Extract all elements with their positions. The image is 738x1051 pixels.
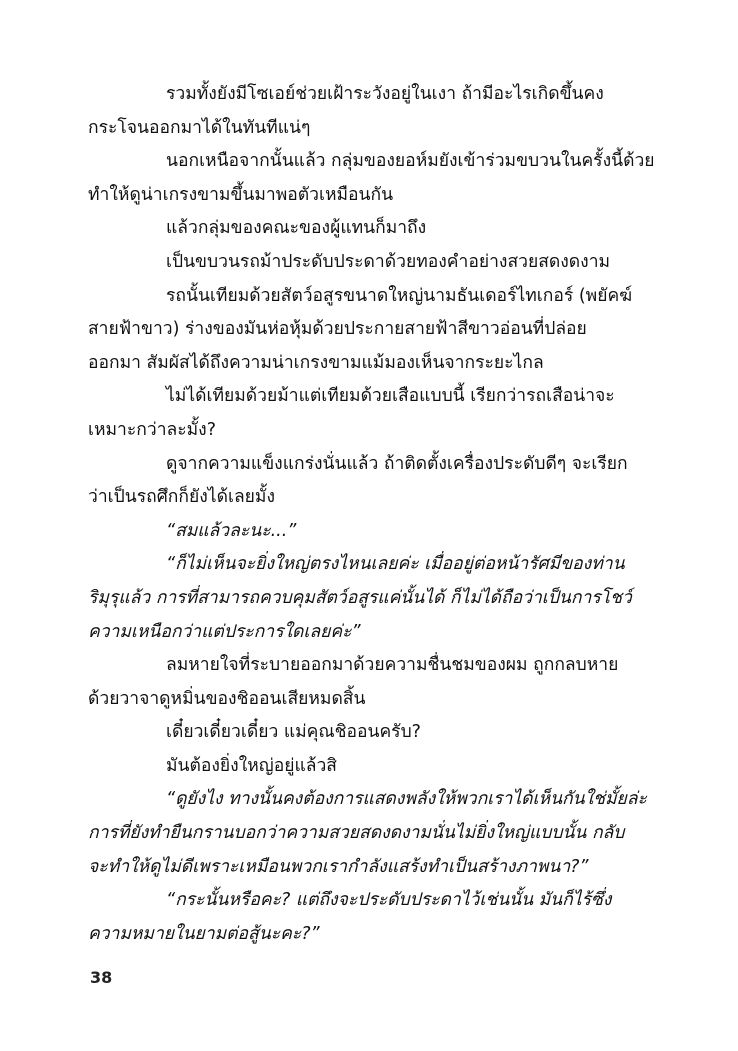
body-text xyxy=(88,78,654,951)
dialogue-line: จะทำให้ดูไม่ดีเพราะเหมือนพวกเรากำลังแสร้งทำเป็นสร้างภาพนา?” xyxy=(88,856,589,877)
text-line: เป็นขบวนรถม้าประดับประดาด้วยทองคำอย่างสวยสดงดงาม xyxy=(166,251,611,272)
text-line: แล้วกลุ่มของคณะของผู้แทนก็มาถึง xyxy=(166,218,427,239)
dialogue-line: “สมแล้วละนะ...” xyxy=(166,520,297,541)
text-line: ด้วยวาจาดูหมิ่นของชิออนเสียหมดสิ้น xyxy=(88,688,366,709)
dialogue-line: ความหมายในยามต่อสู้นะคะ?” xyxy=(88,923,320,944)
text-line: ออกมา สัมผัสได้ถึงความน่าเกรงขามแม้มองเห็นจากระยะไกล xyxy=(88,352,544,373)
text-line: ว่าเป็นรถศึกก็ยังได้เลยมั้ง xyxy=(88,487,276,508)
dialogue-line: “กระนั้นหรือคะ? แต่ถึงจะประดับประดาไว้เช่นนั้น มันก็ไร้ซึ่ง xyxy=(166,890,612,911)
page-number: 38 xyxy=(90,968,113,987)
dialogue-line: ริมุรุแล้ว การที่สามารถควบคุมสัตว์อสูรแค่นั้นได้ ก็ไม่ได้ถือว่าเป็นการโชว์ xyxy=(88,587,632,608)
text-line: นอกเหนือจากนั้นแล้ว กลุ่มของยอห์มยังเข้าร่วมขบวนในครั้งนี้ด้วย xyxy=(166,151,655,172)
dialogue-line: “ก็ไม่เห็นจะยิ่งใหญ่ตรงไหนเลยค่ะ เมื่ออยู่ต่อหน้ารัศมีของท่าน xyxy=(166,554,625,575)
text-line: เดี๋ยวเดี๋ยวเดี๋ยว แม่คุณชิออนครับ? xyxy=(166,722,421,743)
dialogue-line: ความเหนือกว่าแต่ประการใดเลยค่ะ” xyxy=(88,621,361,642)
text-line: สายฟ้าขาว) ร่างของมันห่อหุ้มด้วยประกายสายฟ้าสีขาวอ่อนที่ปล่อย xyxy=(88,319,587,340)
dialogue-line: “ดูยังไง ทางนั้นคงต้องการแสดงพลังให้พวกเราได้เห็นกันใช่มั้ยล่ะ xyxy=(166,789,647,810)
text-line: ไม่ได้เทียมด้วยม้าแต่เทียมด้วยเสือแบบนี้ เรียกว่ารถเสือน่าจะ xyxy=(166,386,615,407)
text-line: ทำให้ดูน่าเกรงขามขึ้นมาพอตัวเหมือนกัน xyxy=(88,184,394,205)
text-line: ลมหายใจที่ระบายออกมาด้วยความชื่นชมของผม ถูกกลบหาย xyxy=(166,655,619,676)
text-line: มันต้องยิ่งใหญ่อยู่แล้วสิ xyxy=(166,755,337,776)
dialogue-line: การที่ยังทำยืนกรานบอกว่าความสวยสดงดงามนั่นไม่ยิ่งใหญ่แบบนั้น กลับ xyxy=(88,823,625,844)
text-line: รถนั้นเทียมด้วยสัตว์อสูรขนาดใหญ่นามธันเดอร์ไทเกอร์ (พยัคฆ์ xyxy=(166,285,633,306)
text-line: เหมาะกว่าละมั้ง? xyxy=(88,419,217,440)
text-line: รวมทั้งยังมีโซเอย์ช่วยเฝ้าระวังอยู่ในเงา ถ้ามีอะไรเกิดขึ้นคง xyxy=(166,84,604,104)
text-line: กระโจนออกมาได้ในทันทีแน่ๆ xyxy=(88,117,311,138)
text-line: ดูจากความแข็งแกร่งนั่นแล้ว ถ้าติดตั้งเครื่องประดับดีๆ จะเรียก xyxy=(166,453,628,474)
